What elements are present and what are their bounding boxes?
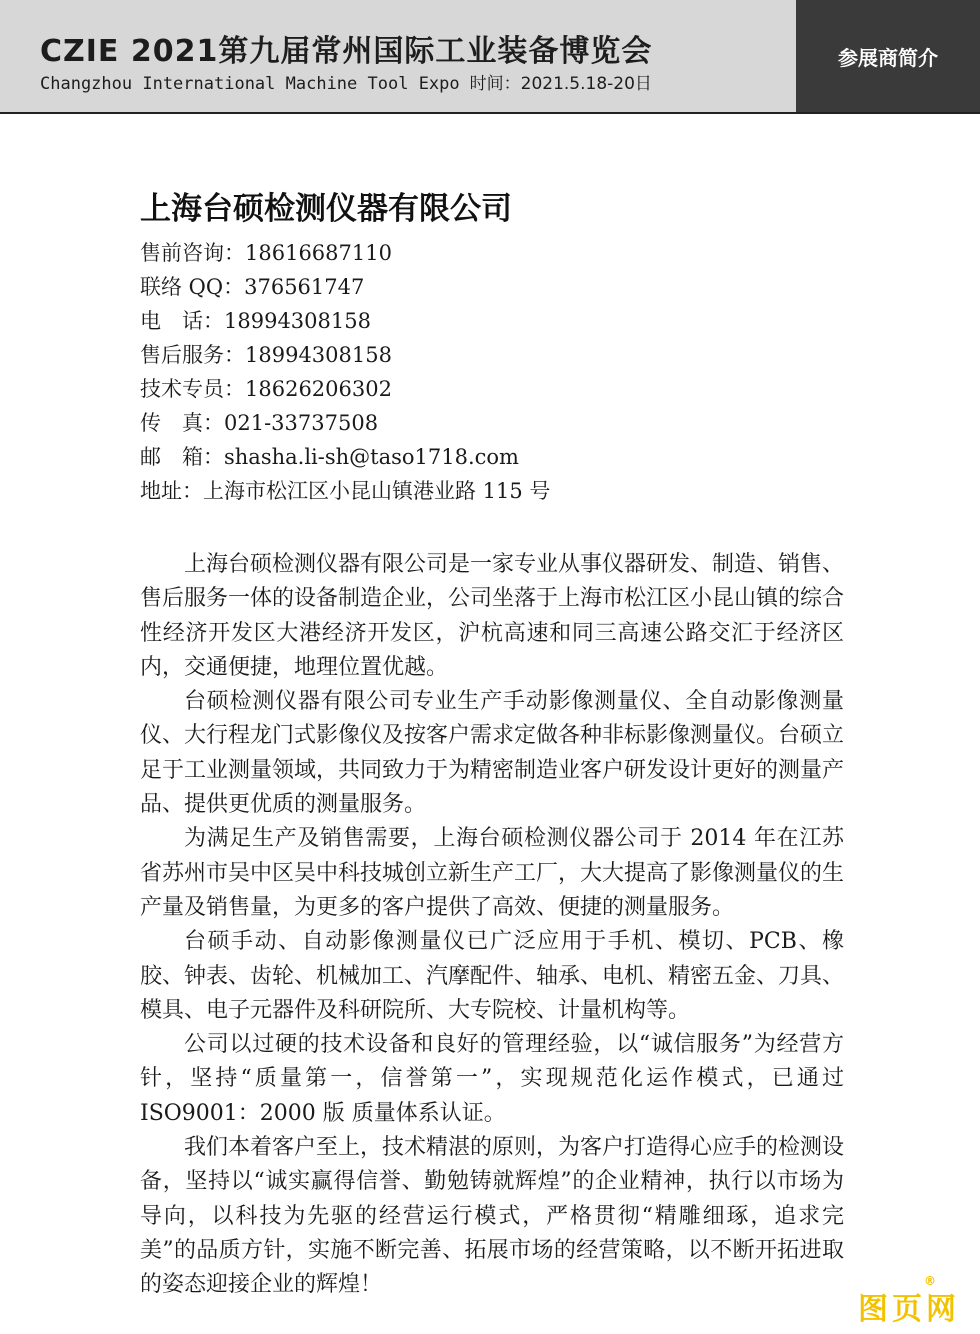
paragraph-quality: 公司以过硬的技术设备和良好的管理经验，以“诚信服务”为经营方针，坚持“质量第一，信誉第一”，实现规范化运作模式，已通过 ISO9001：2000 版 质量体系认证。 <box>140 1032 844 1126</box>
contact-tech-specialist: 技术专员：18626206302 <box>140 377 392 401</box>
contact-phone: 电 话：18994308158 <box>140 309 371 333</box>
header-divider <box>0 112 980 114</box>
contact-qq: 联络 QQ：376561747 <box>140 275 365 299</box>
expo-date: 时间：2021.5.18-20日 <box>469 74 652 94</box>
paragraph-factory: 为满足生产及销售需要，上海台硕检测仪器公司于 2014 年在江苏省苏州市吴中区吴中科技城创立新生产工厂，大大提高了影像测量仪的生产量及销售量，为更多的客户提供了高效、便捷的测量服务。 <box>140 826 845 920</box>
expo-english-name: Changzhou International Machine Tool Expo <box>40 74 460 94</box>
contact-aftersales: 售后服务：18994308158 <box>140 343 392 367</box>
paragraph-philosophy: 我们本着客户至上，技术精湛的原则，为客户打造得心应手的检测设备，坚持以“诚实赢得信誉、勤勉铸就辉煌”的企业精神，执行以市场为导向，以科技为先驱的经营运行模式，严格贯彻“精雕细琢，追求完美”的品质方针，实施不断完善、拓展市场的经营策略，以不断开拓进取的姿态迎接企业的辉煌！ <box>140 1135 845 1298</box>
paragraph-intro: 上海台硕检测仪器有限公司是一家专业从事仪器研发、制造、销售、售后服务一体的设备制造企业，公司坐落于上海市松江区小昆山镇的综合性经济开发区大港经济开发区，沪杭高速和同三高速公路交汇于经济区内，交通便捷，地理位置优越。 <box>140 552 845 680</box>
section-badge: 参展商简介 <box>796 0 980 112</box>
contact-fax: 传 真：021-33737508 <box>140 411 379 435</box>
company-description <box>140 548 844 1303</box>
expo-title: CZIE 2021第九届常州国际工业装备博览会 <box>40 34 653 69</box>
expo-subtitle <box>40 69 652 94</box>
paragraph-products: 台硕检测仪器有限公司专业生产手动影像测量仪、全自动影像测量仪、大行程龙门式影像仪及按客户需求定做各种非标影像测量仪。台硕立足于工业测量领域，共同致力于为精密制造业客户研发设计更好的测量产品、提供更优质的测量服务。 <box>140 689 845 818</box>
contact-list <box>140 236 840 508</box>
contact-presales: 售前咨询：18616687110 <box>140 241 392 265</box>
registered-mark: ® <box>924 1274 936 1288</box>
page-header <box>0 0 980 112</box>
paragraph-applications: 台硕手动、自动影像测量仪已广泛应用于手机、模切、PCB、橡胶、钟表、齿轮、机械加工、汽摩配件、轴承、电机、精密五金、刀具、模具、电子元器件及科研院所、大专院校、计量机构等。 <box>140 929 845 1023</box>
contact-address: 地址：上海市松江区小昆山镇港业路 115 号 <box>140 479 551 503</box>
watermark-text: 图页网 <box>858 1292 960 1327</box>
contact-email: 邮 箱：shasha.li-sh@taso1718.com <box>140 445 519 469</box>
watermark-logo <box>858 1274 960 1328</box>
company-name: 上海台硕检测仪器有限公司 <box>140 191 512 227</box>
